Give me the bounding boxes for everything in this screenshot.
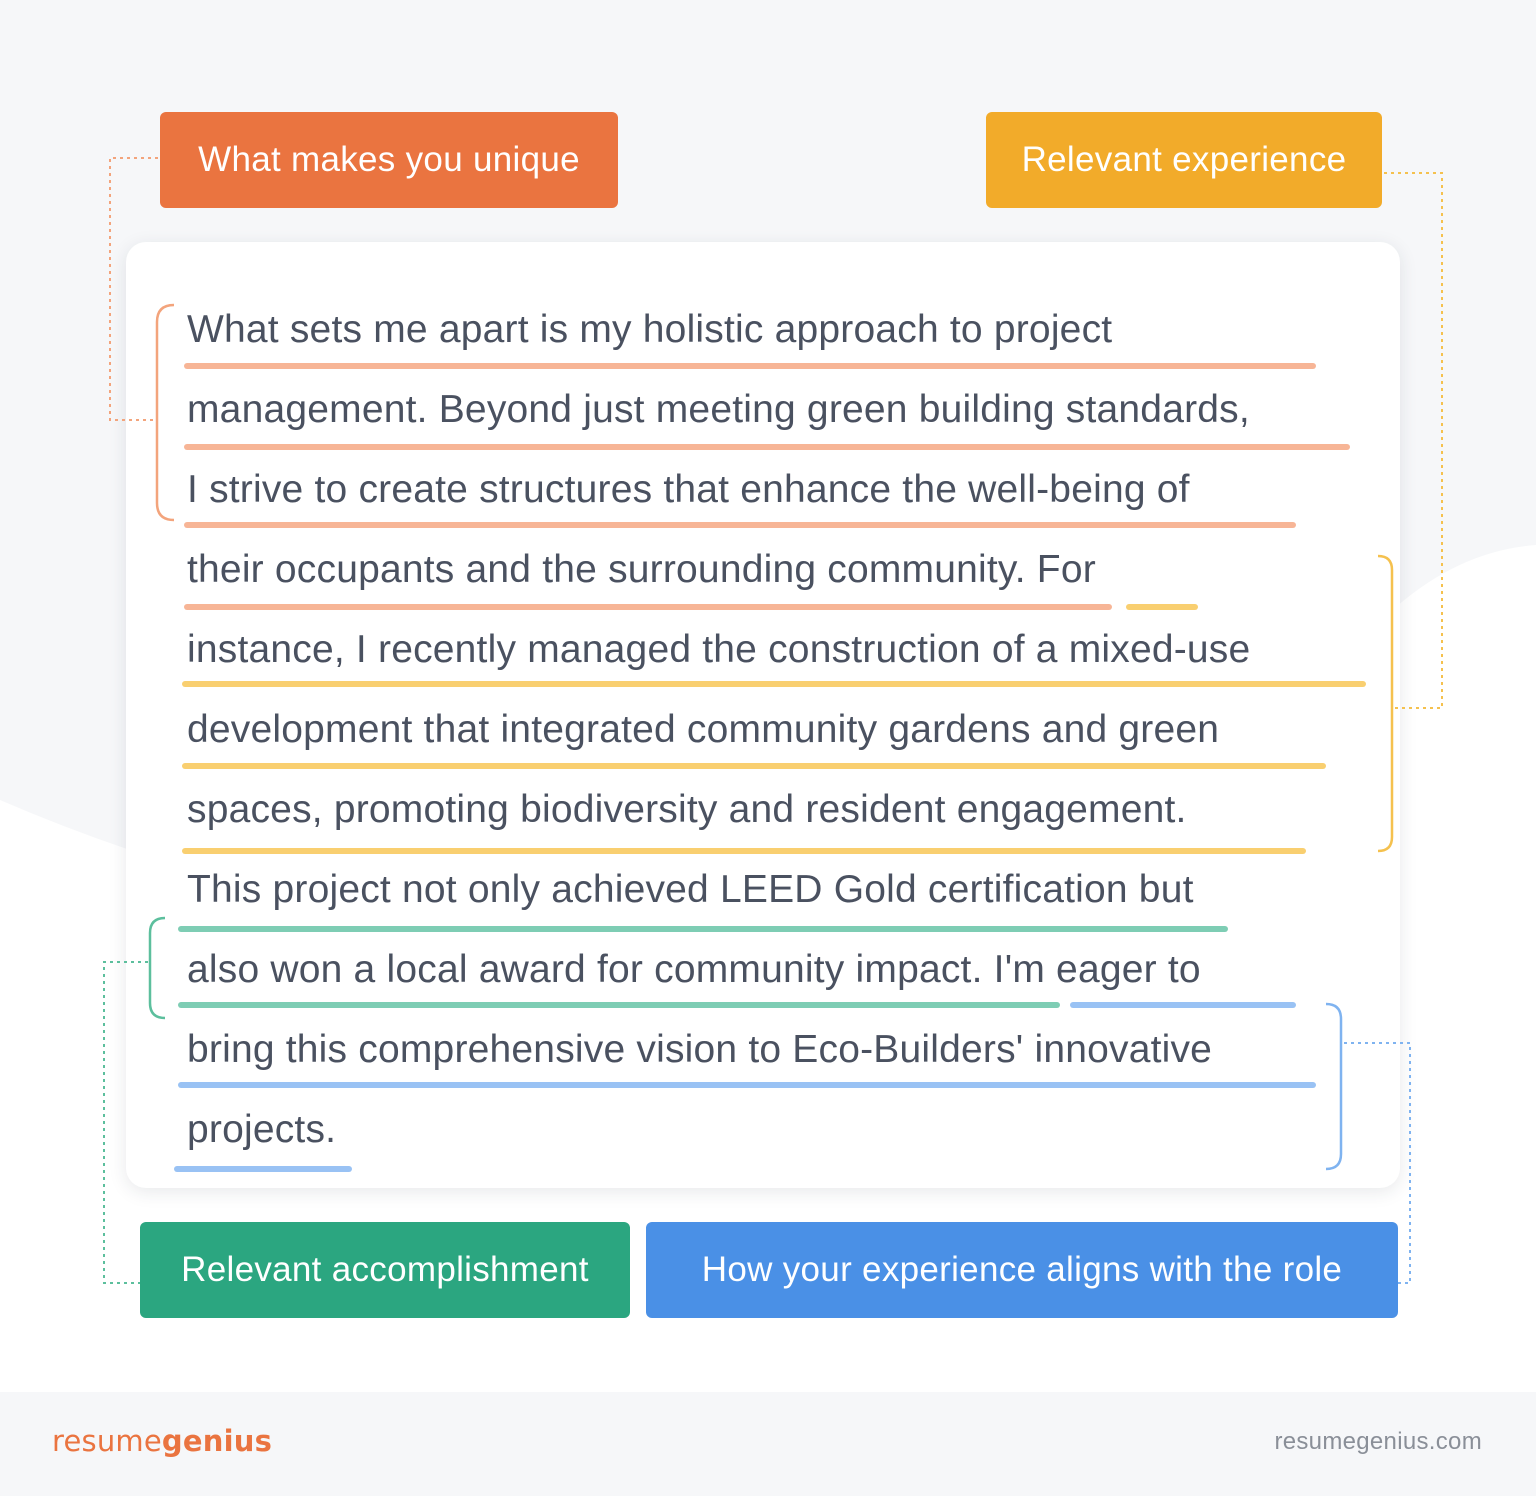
paragraph-line: also won a local award for community impact. I'm eager to [187, 948, 1201, 991]
paragraph-line: bring this comprehensive vision to Eco-Builders' innovative [187, 1028, 1213, 1071]
label-experience-aligns-with-role: How your experience aligns with the role [646, 1222, 1398, 1318]
bracket-aligns [1326, 1004, 1341, 1169]
paragraph-line: development that integrated community gardens and green [187, 708, 1220, 751]
label-what-makes-you-unique: What makes you unique [160, 112, 618, 208]
paragraph-line: projects. [187, 1108, 337, 1151]
paragraph-line: spaces, promoting biodiversity and resident engagement. [187, 788, 1187, 831]
brand-logo[interactable] [52, 1424, 272, 1458]
brand-logo-part2: genius [161, 1424, 273, 1458]
paragraph-line: This project not only achieved LEED Gold certification but [187, 868, 1194, 911]
brand-logo-part1: resume [52, 1424, 162, 1458]
label-relevant-accomplishment: Relevant accomplishment [140, 1222, 630, 1318]
connector-unique [110, 158, 158, 420]
label-relevant-experience: Relevant experience [986, 112, 1382, 208]
paragraph-line: their occupants and the surrounding community. For [187, 548, 1096, 591]
paragraph-line: instance, I recently managed the construction of a mixed-use [187, 628, 1251, 671]
paragraph-line: What sets me apart is my holistic approach to project [187, 308, 1113, 351]
bracket-unique [157, 305, 174, 520]
paragraph-line: management. Beyond just meeting green building standards, [187, 388, 1250, 431]
paragraph-line: I strive to create structures that enhance the well-being of [187, 468, 1190, 511]
site-url[interactable]: resumegenius.com [1274, 1428, 1482, 1455]
bracket-accomplishment [150, 918, 165, 1018]
bracket-experience [1378, 556, 1392, 851]
